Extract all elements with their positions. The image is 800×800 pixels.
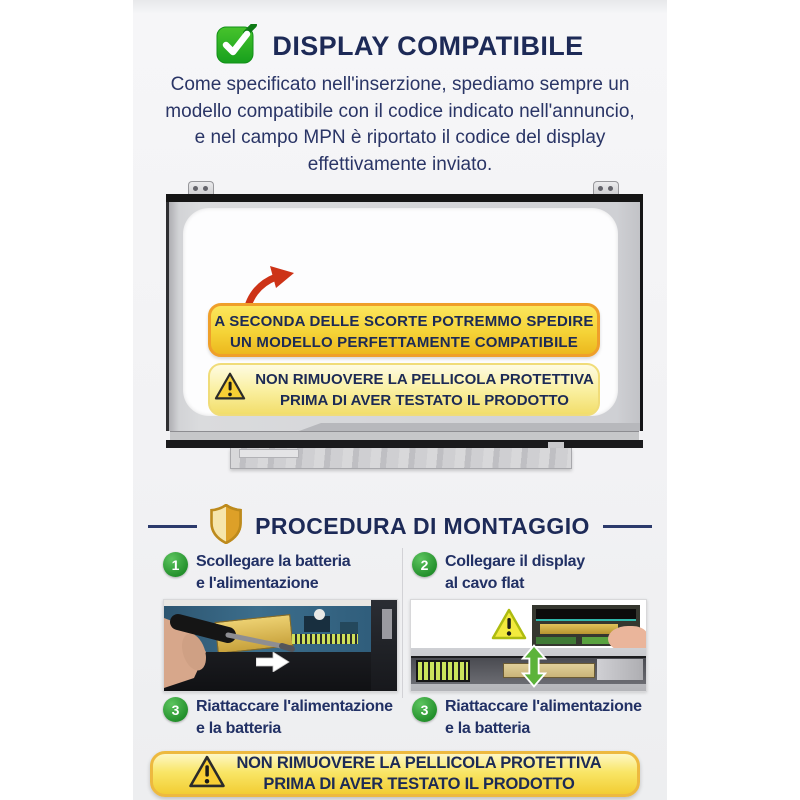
- step-number-badge: 2: [412, 552, 437, 577]
- step-2: [412, 551, 585, 595]
- stock-notice-label: [208, 303, 600, 357]
- shield-icon: [210, 504, 242, 549]
- panel-bottom-edge: [166, 440, 643, 448]
- panel-top-edge: [166, 194, 643, 202]
- page-title: DISPLAY COMPATIBILE: [272, 31, 584, 61]
- intro-line: e nel campo MPN è riportato il codice del display: [194, 127, 606, 148]
- step-text: Scollegare la batteria e l'alimentazione: [196, 553, 351, 592]
- warning-banner-text: NON RIMUOVERE LA PELLICOLA PROTETTIVA PRIMA DI AVER TESTATO IL PRODOTTO: [236, 754, 602, 793]
- warning-banner: [150, 751, 640, 797]
- intro-line: modello compatibile con il codice indicato nell'annuncio,: [165, 100, 635, 122]
- procedure-heading: [133, 504, 667, 549]
- ribbon-cable: [503, 663, 595, 678]
- intro-line: Come specificato nell'inserzione, spediamo sempre un: [170, 74, 630, 95]
- step-3-right: [412, 696, 642, 740]
- heading-rule-left: [148, 525, 197, 528]
- intro-text: [133, 72, 667, 178]
- intro-line: effettivamente inviato.: [307, 153, 493, 175]
- step-number-badge: 3: [163, 697, 188, 722]
- panel-bezel-shade: [299, 423, 640, 431]
- heading-rule-right: [603, 525, 652, 528]
- section-title: PROCEDURA DI MONTAGGIO: [255, 513, 590, 539]
- film-warning-text: NON RIMUOVERE LA PELLICOLA PROTETTIVA PRIMA DI AVER TESTATO IL PRODOTTO: [255, 370, 594, 409]
- step-number-badge: 3: [412, 697, 437, 722]
- step-number-badge: 1: [163, 552, 188, 577]
- warning-triangle-icon: [214, 372, 246, 407]
- header: [133, 24, 667, 69]
- film-warning-label: [208, 363, 600, 416]
- column-divider: [402, 548, 403, 698]
- stock-notice-line: UN MODELLO PERFETTAMENTE COMPATIBILE: [229, 334, 579, 351]
- warning-triangle-icon: [491, 608, 527, 646]
- up-down-arrow-icon: [521, 644, 547, 692]
- hand-with-screwdriver: [164, 600, 324, 692]
- step-text: Collegare il display al cavo flat: [445, 553, 585, 592]
- warning-triangle-icon: [188, 755, 226, 794]
- lcd-panel-image: [166, 181, 643, 473]
- photo-disconnect-battery: [163, 599, 398, 692]
- flat-cable-connector: [416, 660, 470, 682]
- step-1: [163, 551, 350, 595]
- stock-notice-line: A SECONDA DELLE SCORTE POTREMMO SPEDIRE: [214, 313, 594, 330]
- step-3-left: [163, 696, 393, 740]
- step-text: Riattaccare l'alimentazione e la batteria: [445, 698, 642, 737]
- check-icon: [216, 24, 260, 69]
- connector-inset-photo: [532, 605, 640, 646]
- foil-notch: [239, 449, 299, 458]
- photo-connect-flat-cable: [410, 599, 647, 692]
- step-text: Riattaccare l'alimentazione e la batteria: [196, 698, 393, 737]
- foil-strip: [230, 448, 572, 469]
